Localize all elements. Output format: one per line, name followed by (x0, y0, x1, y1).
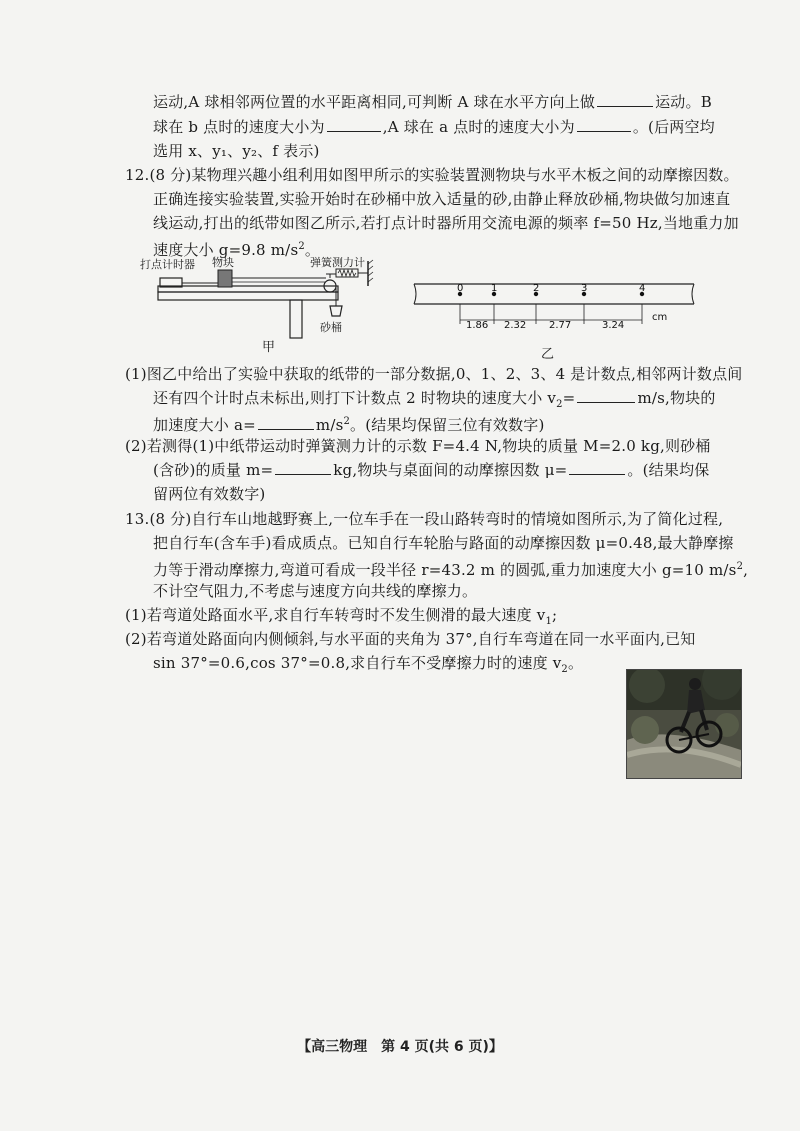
q13-text: , (743, 561, 749, 579)
dimension-value: 2.77 (549, 320, 572, 331)
q11-line2 (153, 116, 715, 138)
answer-blank[interactable] (597, 92, 653, 107)
question-number: 12.(8 分) (125, 166, 192, 184)
q12-text: m/s,物块的 (637, 389, 716, 407)
q11-line1 (153, 91, 712, 113)
q12-text: 速度大小 g=9.8 m/s (153, 241, 299, 259)
q12-text: 。 (304, 241, 321, 259)
photo-image (627, 670, 741, 778)
q11-text: 球在 b 点时的速度大小为 (153, 118, 325, 136)
figure-jia-label: 甲 (262, 340, 276, 355)
q12-text: 。(结果均保留三位有效数字) (350, 416, 545, 434)
q13-text: (1)若弯道处路面水平,求自行车转弯时不发生侧滑的最大速度 v (125, 606, 546, 624)
tape-dimensions (460, 304, 667, 331)
dimension-value: 3.24 (602, 320, 625, 331)
answer-blank[interactable] (569, 460, 625, 475)
figure-yi-label: 乙 (541, 347, 555, 362)
mountain-bike-photo (626, 669, 742, 779)
q12-text: kg,物块与桌面间的动摩擦因数 μ= (333, 461, 568, 479)
dimension-value: 2.32 (504, 320, 527, 331)
figure-jia-apparatus (140, 256, 380, 356)
q13-sub2-line1: (2)若弯道处路面向内侧倾斜,与水平面的夹角为 37°,自行车弯道在同一水平面内,已知 (125, 630, 696, 648)
q11-text: 运动,A 球相邻两位置的水平距离相同,可判断 A 球在水平方向上做 (153, 93, 596, 111)
superscript: 2 (298, 241, 305, 252)
page-footer: 【高三物理 第 4 页(共 6 页)】 (297, 1039, 503, 1055)
spring-coil (338, 270, 356, 276)
tape-left-tear (414, 284, 416, 304)
q12-text: 还有四个计时点未标出,则打下计数点 2 时物块的速度大小 v (153, 389, 557, 407)
q13-text: sin 37°=0.6,cos 37°=0.8,求自行车不受摩擦力时的速度 v (153, 654, 562, 672)
tape-point-label: 3 (581, 283, 588, 294)
tape-point-label: 1 (491, 283, 498, 294)
q12-line1 (125, 164, 739, 186)
q13-text: 力等于滑动摩擦力,弯道可看成一段半径 r=43.2 m 的圆弧,重力加速度大小 g=10 m/s (153, 561, 737, 579)
answer-blank[interactable] (327, 117, 381, 132)
q12-text: 加速度大小 a= (153, 416, 256, 434)
q12-sub1-line1: (1)图乙中给出了实验中获取的纸带的一部分数据,0、1、2、3、4 是计数点,相邻两计数点间 (125, 365, 743, 383)
q12-text: m/s (315, 416, 344, 434)
q11-text: 。(后两空均 (632, 118, 715, 136)
q11-text: ,A 球在 a 点时的速度大小为 (382, 118, 575, 136)
answer-blank[interactable] (577, 117, 631, 132)
q11-text: 运动。B (655, 93, 712, 111)
q13-line3 (153, 556, 748, 581)
q12-text: 某物理兴趣小组利用如图甲所示的实验装置测物块与水平木板之间的动摩擦因数。 (191, 166, 739, 184)
answer-blank[interactable] (577, 388, 635, 403)
q13-text: 。 (567, 654, 584, 672)
bucket-label: 砂桶 (320, 321, 342, 334)
q12-line3: 线运动,打出的纸带如图乙所示,若打点计时器所用交流电源的频率 f=50 Hz,当地重力加 (153, 214, 739, 232)
q12-text: = (562, 389, 576, 407)
q13-line1 (125, 508, 723, 530)
timer-label: 打点计时器 (140, 258, 195, 271)
q11-line3: 选用 x、y₁、y₂、f 表示) (153, 142, 320, 160)
q12-line2: 正确连接实验装置,实验开始时在砂桶中放入适量的砂,由静止释放砂桶,物块做匀加速直 (153, 190, 731, 208)
figure-yi-tape (410, 280, 700, 340)
q12-text: 。(结果均保 (627, 461, 710, 479)
dimension-value: 1.86 (466, 320, 489, 331)
subscript: 2 (556, 399, 563, 410)
q13-text: 自行车山地越野赛上,一位车手在一段山路转弯时的情境如图所示,为了简化过程, (191, 510, 724, 528)
superscript: 2 (343, 416, 351, 427)
table-leg (290, 300, 302, 338)
q12-sub2-line1: (2)若测得(1)中纸带运动时弹簧测力计的示数 F=4.4 N,物块的质量 M=2.0 kg,则砂桶 (125, 437, 711, 455)
sand-bucket (330, 306, 342, 316)
table (158, 292, 338, 300)
tape-point-label: 2 (533, 283, 540, 294)
block-label: 物块 (212, 256, 234, 269)
q12-sub1-line3 (153, 411, 545, 436)
answer-blank[interactable] (258, 415, 314, 430)
subscript: 2 (561, 664, 568, 675)
tape-right-tear (692, 284, 694, 304)
spring-label: 弹簧测力计 (310, 256, 365, 269)
q12-text: (含砂)的质量 m= (153, 461, 274, 479)
tape-point-label: 0 (457, 283, 464, 294)
q13-sub2-line2 (153, 652, 583, 681)
q13-line2: 把自行车(含车手)看成质点。已知自行车轮胎与路面的动摩擦因数 μ=0.48,最大静摩擦 (153, 534, 734, 552)
subscript: 1 (545, 616, 553, 627)
q12-sub2-line2 (153, 459, 709, 481)
q13-text: ; (552, 606, 558, 624)
tape-points (457, 283, 645, 296)
superscript: 2 (736, 561, 744, 572)
tape-point-label: 4 (639, 283, 646, 294)
q12-sub2-line3: 留两位有效数字) (153, 485, 266, 503)
answer-blank[interactable] (275, 460, 331, 475)
dimension-unit: cm (652, 312, 668, 323)
question-number: 13.(8 分) (125, 510, 192, 528)
board (158, 286, 338, 292)
block (218, 270, 232, 287)
q13-line4: 不计空气阻力,不考虑与速度方向共线的摩擦力。 (153, 582, 478, 600)
